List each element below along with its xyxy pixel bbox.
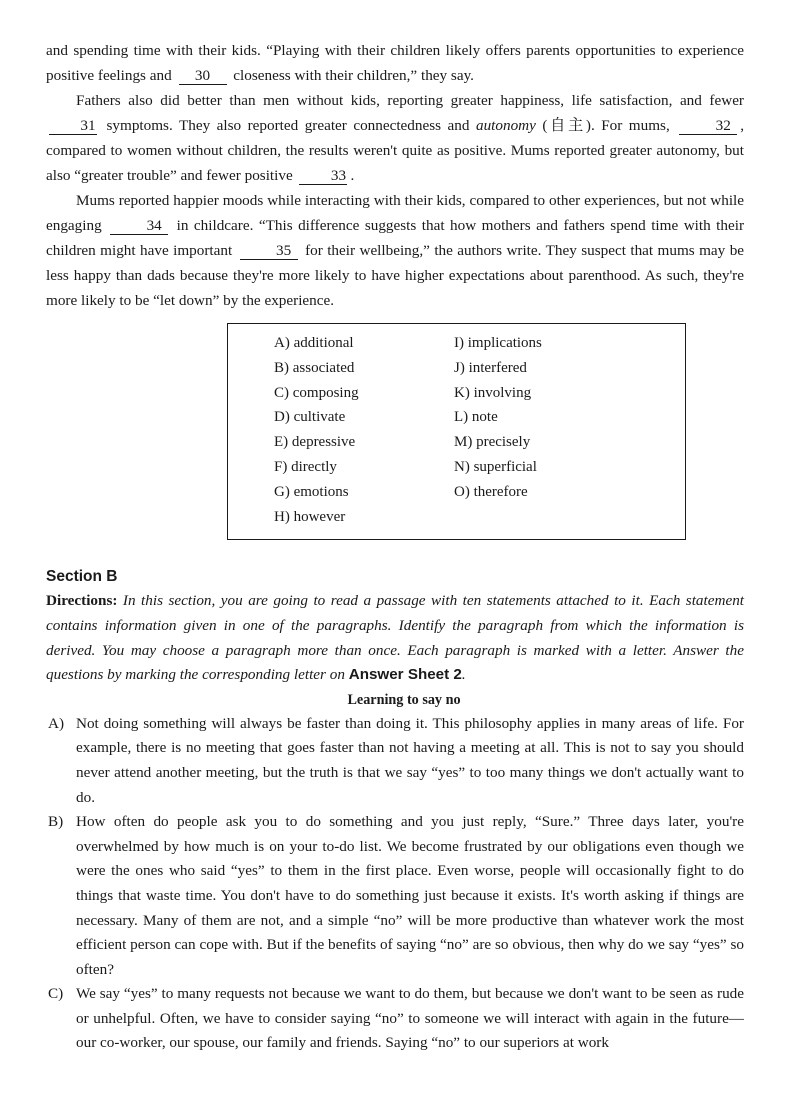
text-segment: , compared to women without children, the results weren't quite as positive. Mums reported greater autonomy, but also “greater trouble” and fewer positive xyxy=(46,117,745,184)
chinese-gloss: (自主) xyxy=(542,117,591,134)
word-option: J) interfered xyxy=(454,359,527,376)
text-segment: . For mums, xyxy=(590,117,670,134)
word-option: H) however xyxy=(274,508,346,525)
paragraph-text: We say “yes” to many requests not because we want to do them, but because we don't want to be seen as rude or unhelpful. Often, we have to consider saying “no” to someone we will interact with again in the future—our co-worker, our spouse, our family and friends. Saying “no” to our superiors at work xyxy=(76,985,744,1052)
passage-paragraph-a xyxy=(46,712,744,810)
passage-paragraph-b xyxy=(46,810,744,982)
word-option: A) additional xyxy=(274,335,354,351)
paragraph-letter: A) xyxy=(48,714,65,732)
text-segment: symptoms. They also reported greater connectedness and xyxy=(106,117,470,134)
section-b-directions xyxy=(46,589,744,687)
text-segment: Mums reported happier moods while interacting with their kids, compared to other experiences, but not while engaging xyxy=(46,192,744,234)
autonomy-word: autonomy xyxy=(475,117,536,134)
blank-31: 31 xyxy=(49,117,97,135)
word-option: F) directly xyxy=(274,458,337,475)
word-option: E) depressive xyxy=(274,434,356,451)
period: . xyxy=(461,666,466,684)
text-segment: for their wellbeing,” the authors write. They suspect that mums may be less happy than dads because they're more likely to have higher expectations about parenthood. As such, they're more likely to be “let down” by the experience. xyxy=(46,242,745,309)
reading-paragraph-2 xyxy=(46,88,744,188)
word-option: B) associated xyxy=(274,359,355,376)
paragraph-letter: B) xyxy=(48,813,64,831)
word-option: O) therefore xyxy=(454,483,528,500)
text-segment: and spending time with their kids. “Playing with their children likely offers parents opportunities to experience positive feelings and xyxy=(46,42,744,84)
word-option: G) emotions xyxy=(274,483,349,500)
word-bank-right-column xyxy=(454,331,634,529)
passage-title: Learning to say no xyxy=(347,691,461,708)
blank-32: 32 xyxy=(679,117,737,135)
text-segment: closeness with their children,” they say. xyxy=(233,67,474,84)
blank-33: 33 xyxy=(299,167,347,185)
word-option: M) precisely xyxy=(454,434,531,451)
reading-paragraph-1 xyxy=(46,38,744,88)
word-option: C) composing xyxy=(274,384,359,401)
word-bank-left-column xyxy=(274,331,454,529)
word-option: I) implications xyxy=(454,335,542,351)
blank-34: 34 xyxy=(110,217,168,235)
word-option: L) note xyxy=(454,409,498,426)
blank-30: 30 xyxy=(179,67,227,85)
paragraph-letter: C) xyxy=(48,985,64,1003)
word-option: K) involving xyxy=(454,384,532,401)
section-b-title: Section B xyxy=(46,568,118,586)
paragraph-text: Not doing something will always be faster than doing it. This philosophy applies in many areas of life. For example, there is no meeting that goes faster than not having a meeting at all. This is not to say you should never attend another meeting, but the truth is that we say “yes” to too many things we don't actually want to do. xyxy=(76,714,744,806)
text-segment: in childcare. “This difference suggests that how mothers and fathers spend time with their children might have important xyxy=(46,217,745,259)
blank-35: 35 xyxy=(240,242,298,260)
answer-sheet-label: Answer Sheet 2 xyxy=(348,666,462,684)
directions-label: Directions: xyxy=(46,592,118,610)
text-segment: . xyxy=(350,167,355,184)
text-segment: Fathers also did better than men without kids, reporting greater happiness, life satisfaction, and fewer xyxy=(76,92,744,109)
word-option: D) cultivate xyxy=(274,409,346,426)
word-bank xyxy=(227,323,686,540)
reading-paragraph-3 xyxy=(46,188,744,313)
paragraph-text: How often do people ask you to do something and you just reply, “Sure.” Three days later, you're overwhelmed by how much is on your to-do list. We become frustrated by our obligations even though we were the ones who said “yes” to them in the first place. Even worse, people will occasionally fight to do things that waste time. You don't have to do something just because it exists. It's worth asking if things are necessary. Many of them are not, and a simple “no” will be more productive than whatever work the most efficient person can cope with. But if the benefits of saying “no” are so obvious, then why do we say “yes” so often? xyxy=(76,813,744,978)
passage-paragraph-c xyxy=(46,982,744,1056)
word-option: N) superficial xyxy=(454,458,537,475)
directions-text: In this section, you are going to read a passage with ten statements attached to it. Each statement contains information given in one of the paragraphs. Identify the paragraph from which the information is derived. You may choose a paragraph more than once. Each paragraph is marked with a letter. Answer the questions by marking the corresponding letter on xyxy=(46,592,745,684)
